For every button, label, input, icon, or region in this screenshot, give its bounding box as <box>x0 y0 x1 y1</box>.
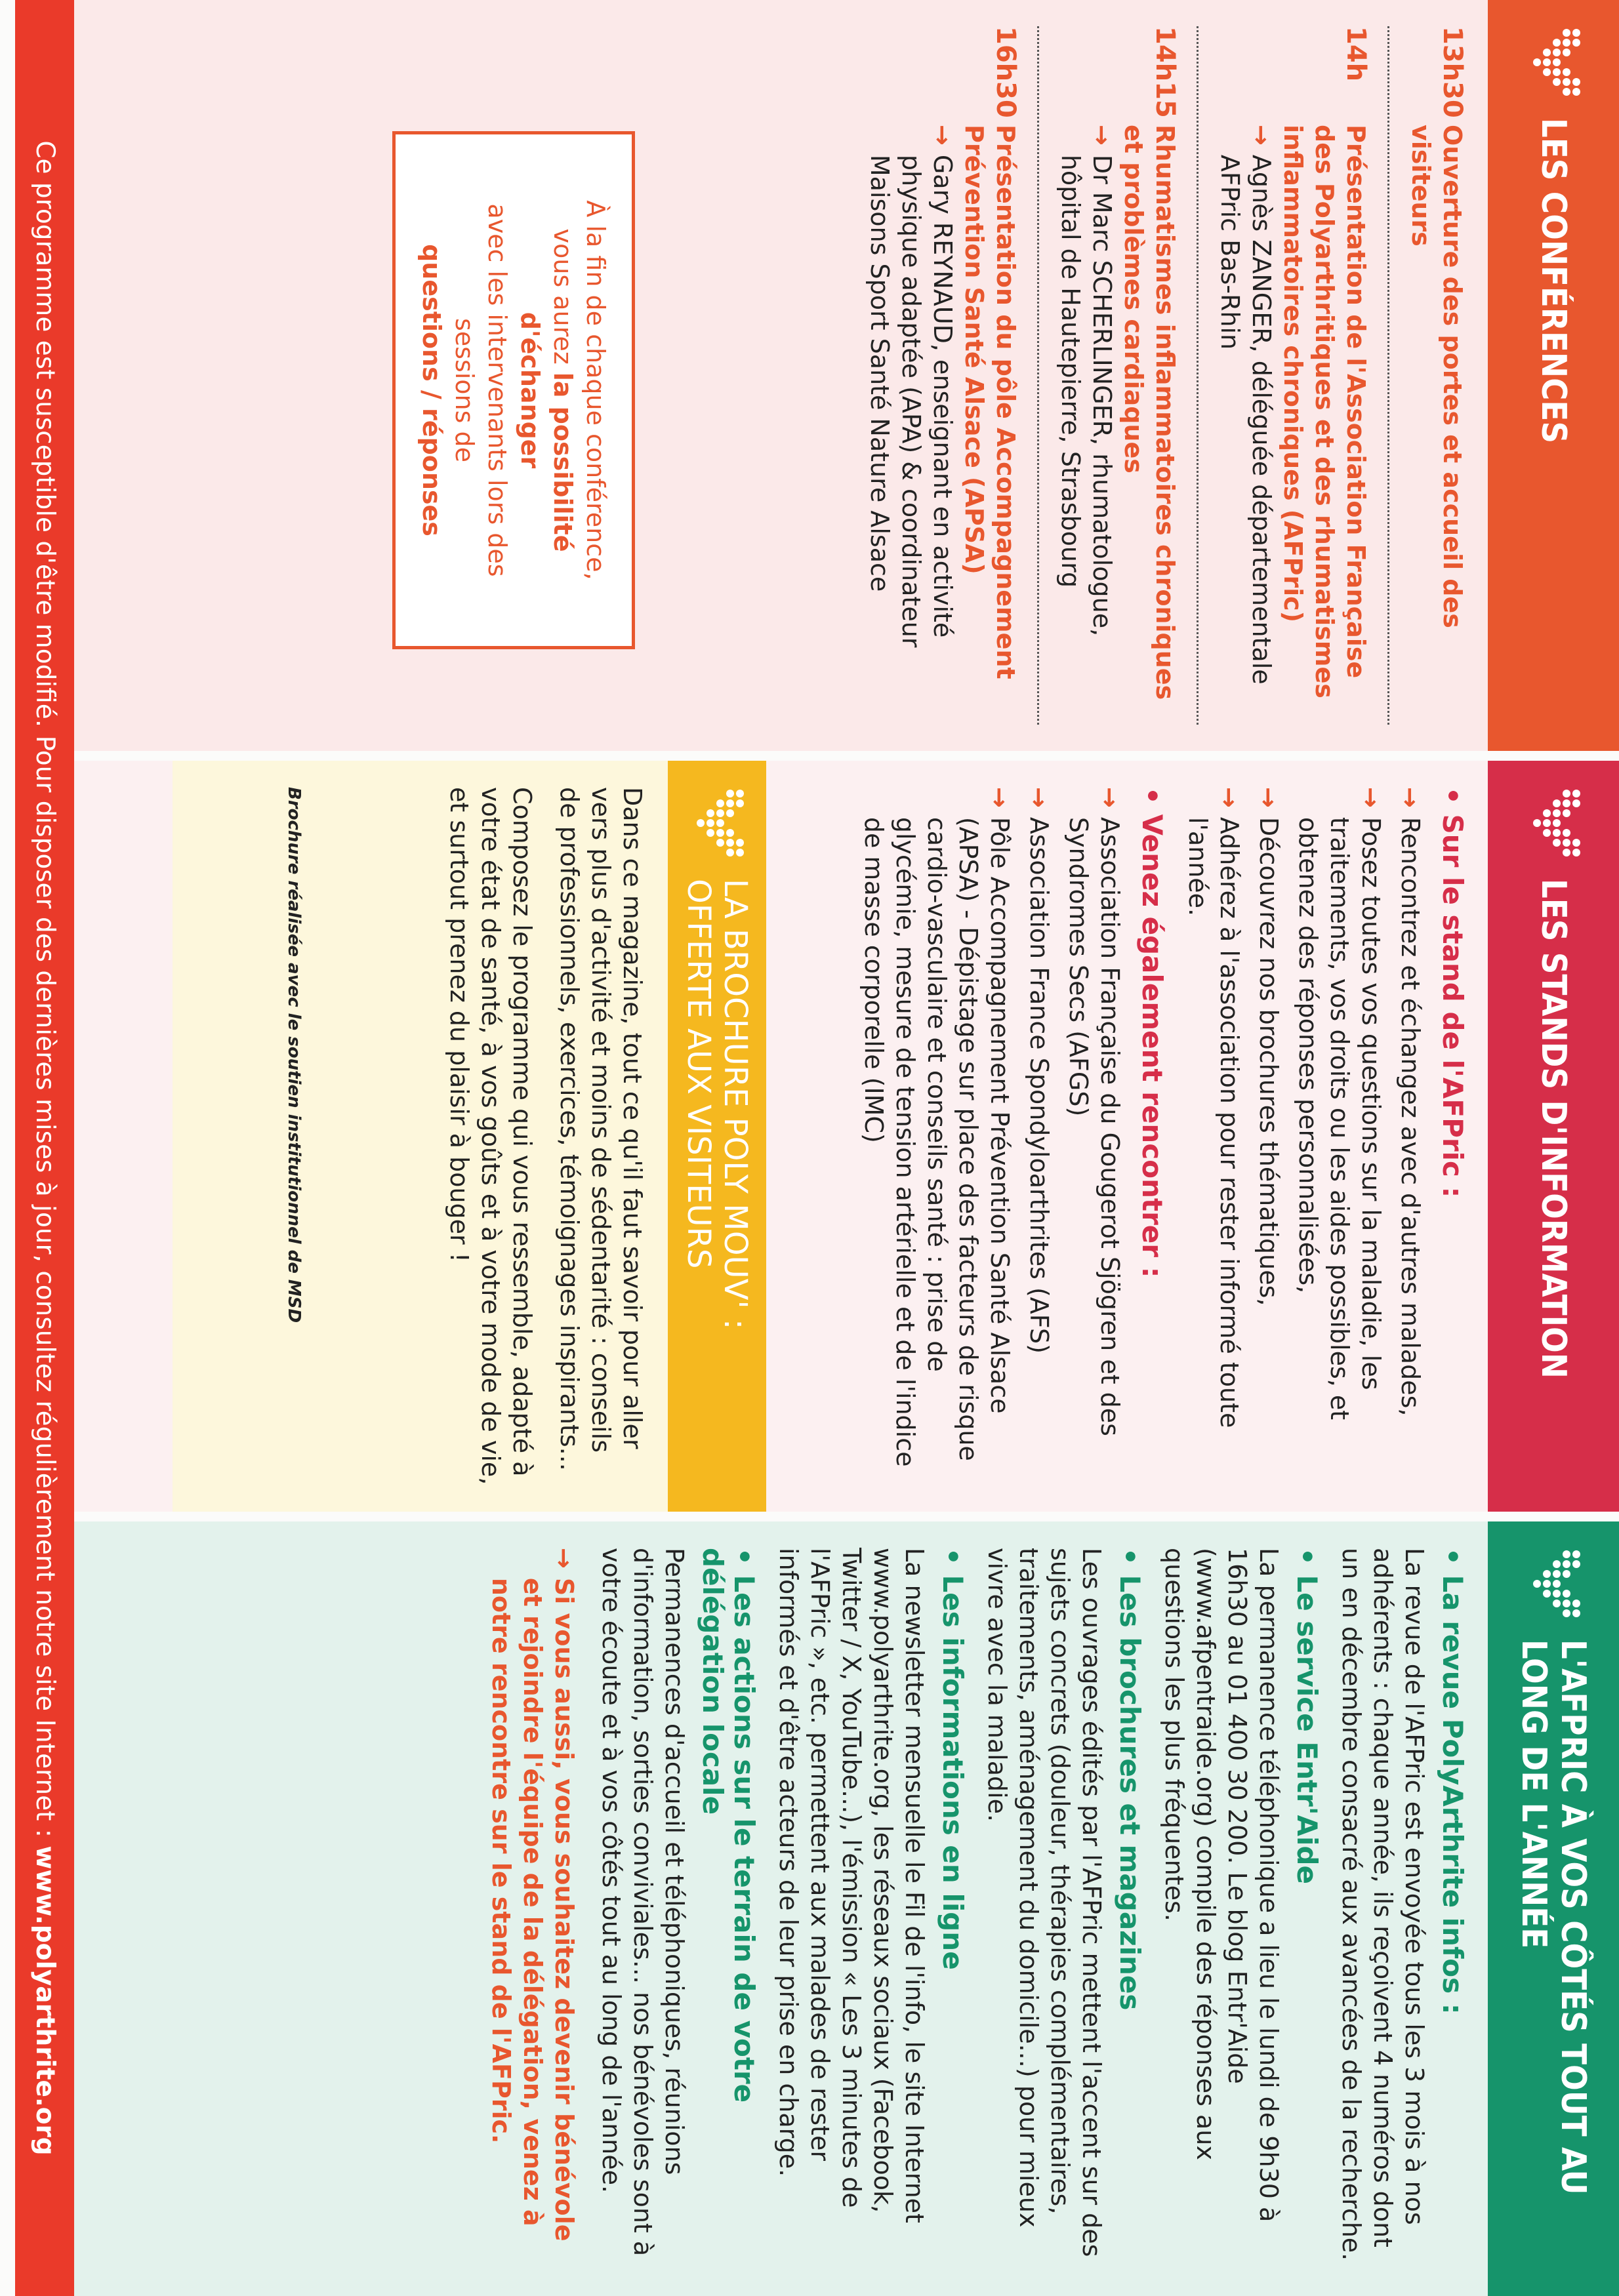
qa-line <box>514 161 579 620</box>
list-item <box>1063 787 1126 1485</box>
list-item-text: Adhérez à l'association pour rester informé toute l'année. <box>1183 816 1244 1428</box>
qa-emphasis: la possibilité d'échanger <box>516 312 577 552</box>
stand-heading <box>1437 787 1468 1485</box>
qa-emphasis: questions / réponses <box>417 244 446 536</box>
bullet-icon: • <box>1114 1548 1146 1575</box>
afp-column <box>74 1521 1619 2296</box>
afp-section-heading <box>937 1548 968 2270</box>
arrow-right-icon: → <box>1396 787 1425 808</box>
heart-dots-icon <box>1524 1548 1583 1620</box>
afp-section-text: Permanences d'accueil et téléphoniques, réunions d'information, sorties conviviales... nos bénévoles sont à votre écoute et à vos côtés tout au long de l'année. <box>597 1548 689 2257</box>
bullet-icon: • <box>1437 787 1469 815</box>
list-item <box>1292 787 1387 1485</box>
conference-item <box>1389 26 1468 725</box>
afp-header <box>1488 1521 1619 2296</box>
conference-item <box>864 26 1037 725</box>
arrow-right-icon: → <box>1254 787 1283 808</box>
afp-section-heading-text: La revue PolyArthrite infos : <box>1437 1575 1469 2015</box>
conference-item <box>1039 26 1197 725</box>
list-item <box>1182 787 1245 1485</box>
arrow-right-icon: → <box>1096 787 1124 808</box>
conference-list <box>864 26 1468 725</box>
conference-item <box>1199 26 1387 725</box>
heart-dots-icon <box>1524 787 1583 859</box>
conferences-title: LES CONFÉRENCES <box>1534 118 1573 444</box>
conferences-header <box>1488 0 1619 751</box>
bullet-icon: • <box>1136 787 1168 815</box>
arrow-right-icon: → <box>928 125 957 146</box>
stands-header <box>1488 761 1619 1512</box>
qa-line: À la fin de chaque conférence, <box>581 200 610 580</box>
footer-text: Ce programme est susceptible d'être modifié. Pour disposer des dernières mises à jour, consultez régulièrement notre site Internet : <box>30 140 60 1846</box>
arrow-right-icon: → <box>1247 125 1276 146</box>
bullet-icon: • <box>728 1548 760 1575</box>
afp-section-text: La newsletter mensuelle le Fil de l'info, le site Internet www.polyarthrite.org, les réseaux sociaux (Facebook, Twitter / X, YouTube...), l'émission « Les 3 minutes de l'AFPric », etc. permettent aux malades de rester informés et d'être acteurs de leur prise en charge. <box>774 1548 929 2223</box>
stand-heading-text: Sur le stand de l'AFPric : <box>1437 814 1469 1198</box>
stands-content <box>850 787 1468 1485</box>
afp-section-text: La permanence téléphonique a lieu le lundi de 9h30 à 16h30 au 01 400 30 200. Le blog Entr'Aide (www.afpentraide.org) compile des réponses aux questions les plus fréquentes. <box>1160 1548 1283 2223</box>
conference-time: 13h30 <box>1437 26 1467 118</box>
bullet-icon: • <box>1437 1548 1469 1575</box>
brochure-title-line2: OFFERTE AUX VISITEURS <box>680 879 717 1269</box>
brochure-para: Dans ce magazine, tout ce qu'il faut savoir pour aller vers plus d'activité et moins de sédentarité : conseils de professionnels, exercices, témoignages inspirants... <box>555 787 647 1471</box>
conference-speaker: Gary REYNAUD, enseignant en activité physique adaptée (APA) & coordinateur Maisons Sport Santé Nature Alsace <box>865 154 957 648</box>
list-item <box>1395 787 1426 1485</box>
qa-info-box <box>392 131 635 649</box>
qa-text: vous aurez <box>548 228 577 373</box>
qa-line: avec les intervenants lors des sessions de <box>450 203 512 577</box>
stand-heading-text: Venez également rencontrer : <box>1136 814 1168 1278</box>
afp-title-line2: LONG DE L'ANNÉE <box>1514 1640 1553 1949</box>
list-item-text: Association Française du Gougerot Sjögren et des Syndromes Secs (AFGS) <box>1064 816 1124 1436</box>
arrow-right-icon: → <box>550 1548 579 1569</box>
afp-section-heading <box>1114 1548 1145 2270</box>
afp-section-text: Les ouvrages édités par l'AFPric mettent l'accent sur des sujets concrets (douleur, thérapies complémentaires, traitements, aménagement du domicile...) pour mieux vivre avec la maladie. <box>983 1548 1106 2257</box>
conference-title: Ouverture des portes et accueil des visiteurs <box>1406 125 1467 628</box>
arrow-right-icon: → <box>1088 125 1117 146</box>
bullet-icon: • <box>1291 1548 1323 1575</box>
arrow-right-icon: → <box>985 787 1014 808</box>
afp-section-heading <box>1291 1548 1322 2270</box>
afp-section-heading-text: Le service Entr'Aide <box>1291 1575 1323 1885</box>
list-item-text: Découvrez nos brochures thématiques, <box>1254 816 1283 1306</box>
arrow-right-icon: → <box>1025 787 1054 808</box>
brochure-title <box>680 879 754 1329</box>
divider <box>1387 26 1389 725</box>
conference-speaker: Agnès ZANGER, déléguée départementale AFPric Bas-Rhin <box>1216 154 1276 685</box>
stands-title: LES STANDS D'INFORMATION <box>1534 879 1573 1379</box>
afp-content <box>485 1548 1468 2270</box>
afp-section-heading-text: Les actions sur le terrain de votre délégation locale <box>697 1548 760 2103</box>
footer-site-link[interactable]: www.polyarthrite.org <box>30 1845 60 2156</box>
list-item <box>858 787 1015 1485</box>
conference-speaker: Dr Marc SCHERLINGER, rhumatologue, hôpital de Hautepierre, Strasbourg <box>1056 154 1117 637</box>
afp-section-heading <box>697 1548 760 2270</box>
afp-section-heading <box>1437 1548 1468 2270</box>
arrow-right-icon: → <box>1357 787 1385 808</box>
brochure-title-line1: LA BROCHURE POLY MOUV' : <box>717 879 754 1330</box>
list-item-text: Rencontrez et échangez avec d'autres malades, <box>1396 816 1425 1417</box>
heart-dots-icon <box>687 787 747 859</box>
afp-cta-text: Si vous aussi, vous souhaitez devenir bénévole et rejoindre l'équipe de la délégation, venez à notre rencontre sur le stand de l'AFPric. <box>487 1577 579 2242</box>
divider <box>1037 26 1039 725</box>
afp-title-line1: L'AFPRIC À VOS CÔTÉS TOUT AU <box>1553 1640 1593 2195</box>
brochure-credit: Brochure réalisée avec le soutien institutionnel de MSD <box>284 787 304 1323</box>
afp-cta <box>485 1548 580 2270</box>
afp-section-text: La revue de l'AFPric est envoyée tous les 3 mois à nos adhérents : chaque année, ils reçoivent 4 numéros dont un en décembre consacré aux avancées de la recherche. <box>1337 1548 1429 2261</box>
conferences-column <box>74 0 1619 751</box>
conference-time: 14h <box>1341 26 1371 82</box>
afp-section-heading-text: Les informations en ligne <box>937 1575 969 1970</box>
conference-time: 14h15 <box>1150 26 1180 118</box>
list-item <box>1023 787 1055 1485</box>
brochure-header <box>668 761 766 1512</box>
list-item-text: Association France Spondyloarthrites (AFS) <box>1025 816 1054 1354</box>
divider <box>1197 26 1199 725</box>
list-item-text: Pôle Accompagnement Prévention Santé Alsace (APSA) - Dépistage sur place des facteurs de risque cardio-vasculaire et conseils santé : prise de glycémie, mesure de tension artérielle et de l'indice de masse corporelle (IMC) <box>859 816 1014 1467</box>
list-item-text: Posez toutes vos questions sur la maladie, les traitements, vos droits ou les aides possibles, et obtenez des réponses personnalisées, <box>1294 816 1385 1420</box>
conference-time: 16h30 <box>991 26 1021 118</box>
brochure-text <box>428 787 648 1485</box>
brochure-block <box>173 761 766 1512</box>
conference-title: Présentation du pôle Accompagnement Prévention Santé Alsace (APSA) <box>960 125 1020 679</box>
brochure-para: Composez le programme qui vous ressemble, adapté à votre état de santé, à vos goûts et à votre mode de vie, et surtout prenez du plaisir à bouger ! <box>445 787 537 1485</box>
heart-dots-icon <box>1524 26 1583 98</box>
stand-heading <box>1136 787 1168 1485</box>
arrow-right-icon: → <box>1215 787 1244 808</box>
conference-title: Rhumatismes inflammatoires chroniques et problèmes cardiaques <box>1119 125 1179 700</box>
afp-section-heading-text: Les brochures et magazines <box>1114 1575 1146 2011</box>
stands-column <box>74 761 1619 1512</box>
conference-title: Présentation de l'Association Française des Polyarthritiques et des rhumatismes inflammatoires chroniques (AFPric) <box>1279 125 1370 698</box>
footer-band <box>15 0 74 2296</box>
list-item <box>1253 787 1284 1485</box>
bullet-icon: • <box>937 1548 969 1575</box>
